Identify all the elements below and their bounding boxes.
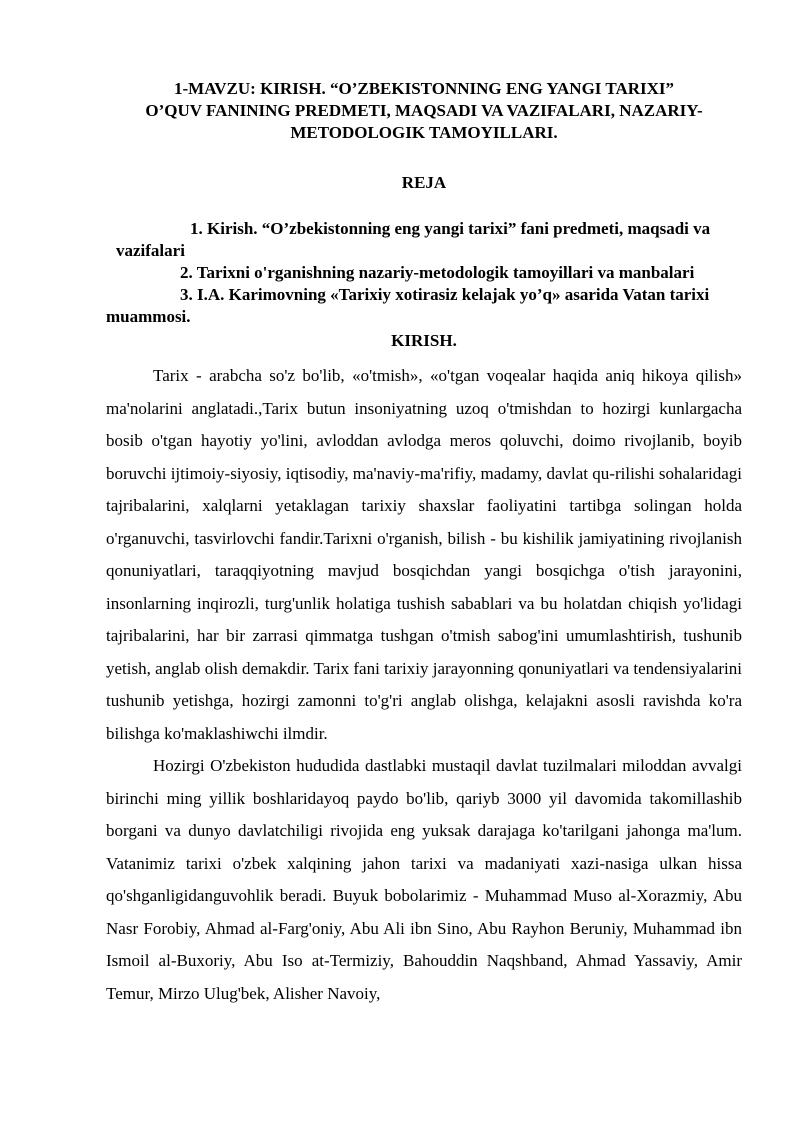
body-text [106, 360, 742, 1010]
title-line-1: 1-MAVZU: KIRISH. “O’ZBEKISTONNING ENG YANGI TARIXI” [173, 79, 675, 98]
intro-heading: KIRISH. [391, 331, 457, 350]
plan-list [106, 218, 742, 328]
title-line-2: O’QUV FANINING PREDMETI, MAQSADI VA VAZIFALARI, NAZARIY- [145, 101, 703, 120]
plan-heading: REJA [401, 173, 447, 192]
title-line-3: METODOLOGIK TAMOYILLARI. [290, 123, 558, 142]
paragraph-2: Hozirgi O'zbekiston hududida dastlabki mustaqil davlat tuzilmalari miloddan avvalgi birinchi ming yillik boshlaridayoq paydo bo'lib, qariyb 3000 yil davomida takomillashib borgani va dunyo davlatchiligi rivojida eng yuksak darajaga ko'tarilgani jahonga ma'lum. Vatanimiz tarixi o'zbek xalqining jahon tarixi va madaniyati xazi-nasiga ulkan hissa qo'shganligidanguvohlik beradi. Buyuk bobolarimiz - Muhammad Muso al-Xorazmiy, Abu Nasr Forobiy, Ahmad al-Farg'oniy, Abu Ali ibn Sino, Abu Rayhon Beruniy, Muhammad ibn Ismoil al-Buxoriy, Abu Iso at-Termiziy, Bahouddin Naqshband, Ahmad Yassaviy, Amir Temur, Mirzo Ulug'bek, Alisher Navoiy, [106, 756, 742, 1003]
plan-item-3: 3. I.A. Karimovning «Tarixiy xotirasiz kelajak yo’q» asarida Vatan tarixi muammosi. [106, 285, 710, 326]
paragraph-1: Tarix - arabcha so'z bo'lib, «o'tmish», «o'tgan voqealar haqida aniq hikoya qilish» ma'nolarini anglatadi.,Tarix butun insoniyatning uzoq o'tmishdan to hozirgi kunlargacha bosib o'tgan hayotiy yo'lini, avloddan avlodga meros qoluvchi, doimo rivojlanib, boyib boruvchi ijtimoiy-siyosiy, iqtisodiy, ma'naviy-ma'rifiy, madamy, davlat qu-rilishi sohalaridagi tajribalarini, xalqlarni yetaklagan tarixiy shaxslar faoliyatini tartibga solingan holda o'rganuvchi, tasvirlovchi fandir.Tarixni o'rganish, bilish - bu kishilik jamiyatining rivojlanish qonuniyatlari, taraqqiyotning mavjud bosqichdan yangi bosqichga o'tish jarayonini, insonlarning inqirozli, turg'unlik holatiga tushish sabablari va bu holatdan chiqish yo'lidagi tajribalarini, har bir zarrasi qimmatga tushgan o'tmish sabog'ini umumlashtirish, tushunib yetish, anglab olish demakdir. Tarix fani tarixiy jarayonning qonuniyatlari va tendensiyalarini tushunib yetishga, hozirgi zamonni to'g'ri anglab olishga, kelajakni asosli ravishda ko'ra bilishga ko'maklashiwchi ilmdir. [106, 366, 742, 743]
plan-item-1: 1. Kirish. “O’zbekistonning eng yangi tarixi” fani predmeti, maqsadi va vazifalari [116, 219, 711, 260]
document-title [106, 78, 742, 144]
plan-item-2: 2. Tarixni o'rganishning nazariy-metodologik tamoyillari va manbalari [180, 263, 695, 282]
